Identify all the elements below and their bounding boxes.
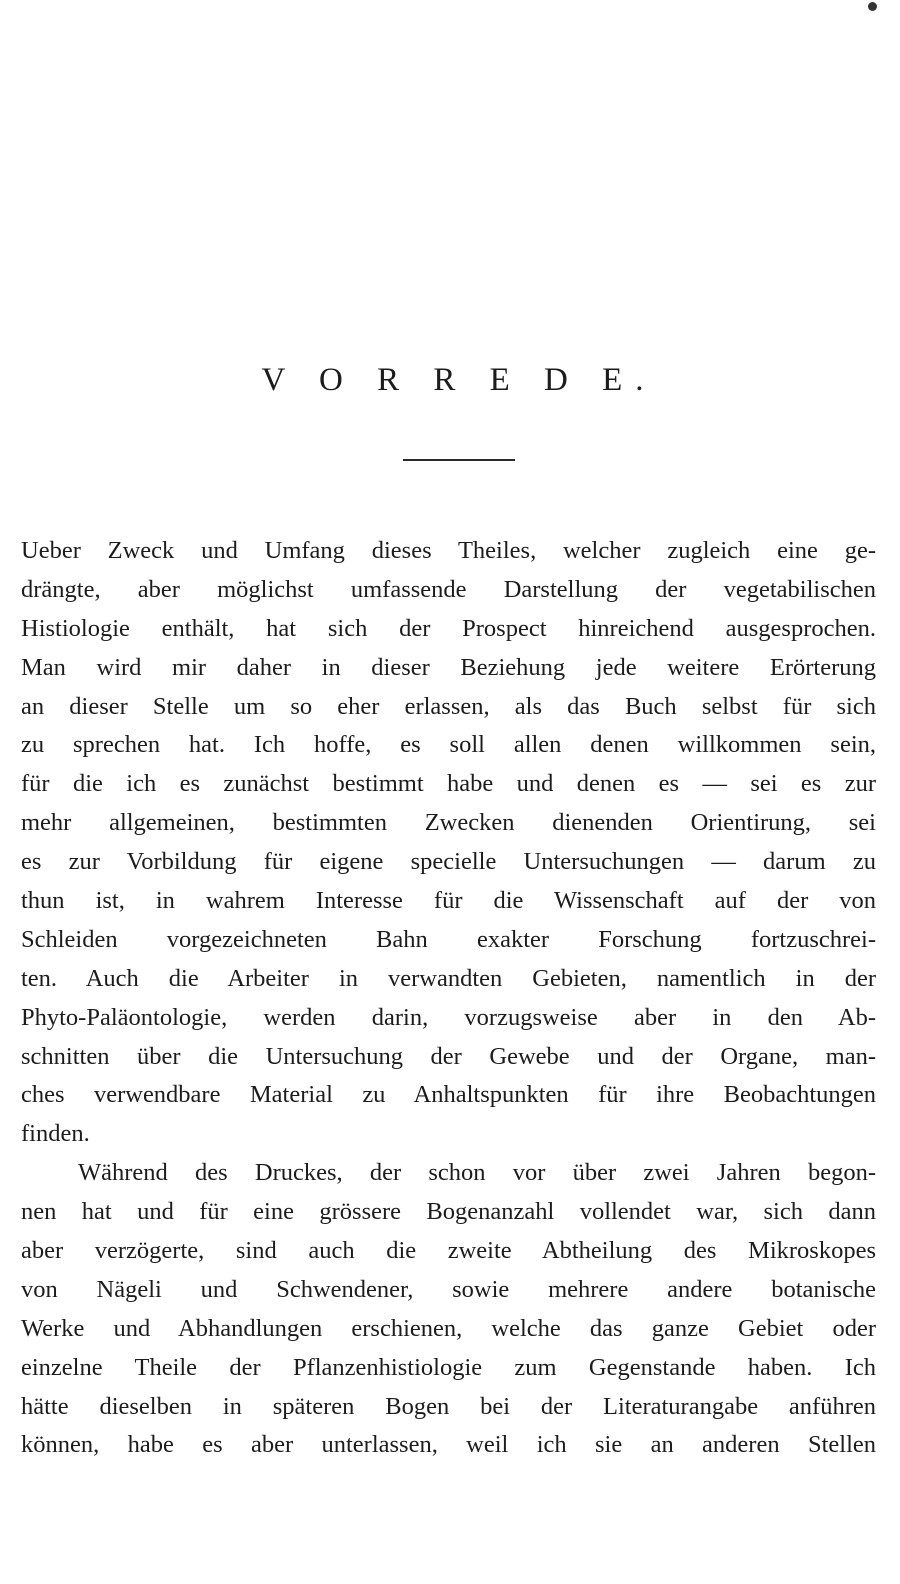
text-line: von Nägeli und Schwendener, sowie mehrere andere botanische <box>21 1275 876 1303</box>
text-line: Ueber Zweck und Umfang dieses Theiles, welcher zugleich eine ge- <box>21 537 876 564</box>
text-line: mehr allgemeinen, bestimmten Zwecken dienenden Orientirung, sei <box>21 809 876 837</box>
text-line: zu sprechen hat. Ich hoffe, es soll allen denen willkommen sein, <box>21 731 876 759</box>
page-heading: V O R R E D E. <box>261 362 657 398</box>
text-line: nen hat und für eine grössere Bogenanzahl vollendet war, sich dann <box>21 1198 876 1226</box>
text-line: einzelne Theile der Pflanzenhistiologie zum Gegenstande haben. Ich <box>21 1353 876 1381</box>
heading-divider <box>403 459 515 461</box>
text-line: können, habe es aber unterlassen, weil ich sie an anderen Stellen <box>21 1431 876 1459</box>
text-line: schnitten über die Untersuchung der Gewebe und der Organe, man- <box>21 1042 876 1070</box>
text-line: drängte, aber möglichst umfassende Darstellung der vegetabilischen <box>21 575 876 603</box>
text-line: hätte dieselben in späteren Bogen bei der Literaturangabe anführen <box>21 1392 876 1420</box>
text-line: für die ich es zunächst bestimmt habe und denen es — sei es zur <box>21 770 876 798</box>
text-line: Während des Druckes, der schon vor über zwei Jahren begon- <box>78 1159 876 1187</box>
text-line: ches verwendbare Material zu Anhaltspunkten für ihre Beobachtungen <box>21 1081 876 1109</box>
text-line: Schleiden vorgezeichneten Bahn exakter Forschung fortzuschrei- <box>21 925 876 953</box>
text-line: Histiologie enthält, hat sich der Prospect hinreichend ausgesprochen. <box>21 614 876 642</box>
paragraph-1 <box>21 532 876 1154</box>
text-line: Man wird mir daher in dieser Beziehung jede weitere Erörterung <box>21 653 876 681</box>
text-line: thun ist, in wahrem Interesse für die Wissenschaft auf der von <box>21 887 876 915</box>
text-line: Werke und Abhandlungen erschienen, welche das ganze Gebiet oder <box>21 1314 876 1342</box>
ink-speck <box>868 2 877 11</box>
paragraph-2 <box>21 1154 876 1465</box>
text-line: aber verzögerte, sind auch die zweite Abtheilung des Mikroskopes <box>21 1237 876 1265</box>
body-text <box>21 532 876 1465</box>
text-line: Phyto-Paläontologie, werden darin, vorzugsweise aber in den Ab- <box>21 1003 876 1031</box>
text-line: an dieser Stelle um so eher erlassen, als das Buch selbst für sich <box>21 692 876 720</box>
text-line: finden. <box>21 1120 90 1148</box>
text-line: ten. Auch die Arbeiter in verwandten Gebieten, namentlich in der <box>21 964 876 992</box>
text-line: es zur Vorbildung für eigene specielle Untersuchungen — darum zu <box>21 848 876 876</box>
